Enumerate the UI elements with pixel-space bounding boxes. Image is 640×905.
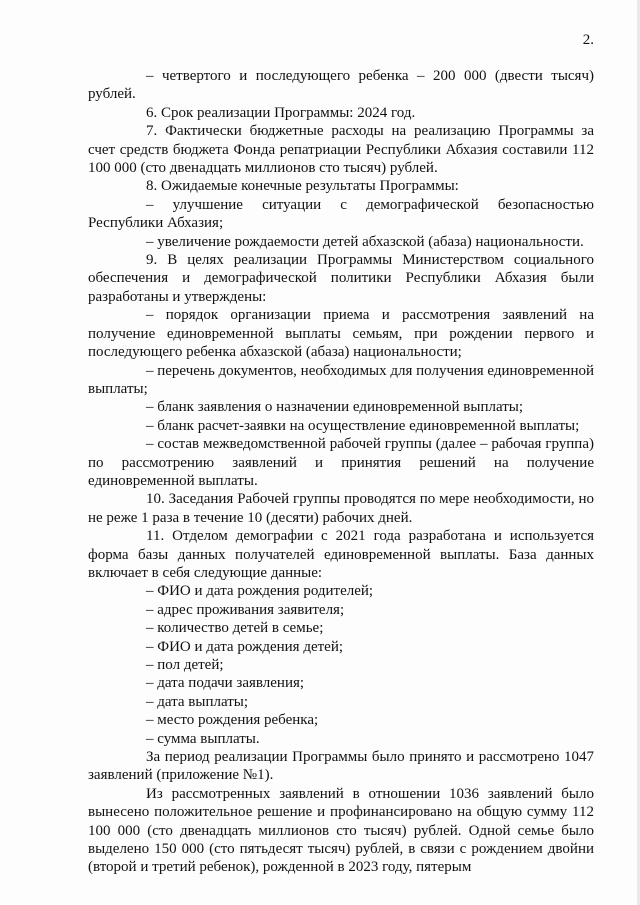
paragraph: – бланк заявления о назначении единовременной выплаты; bbox=[146, 399, 524, 416]
paragraph: 7. Фактически бюджетные расходы на реализацию Программы за счет средств бюджета Фонда репатриации Республики Абхазия составили 112 100 000 (сто двенадцать миллионов сто тысяч) рублей. bbox=[88, 123, 594, 177]
paragraph: 6. Срок реализации Программы: 2024 год. bbox=[146, 104, 416, 121]
paragraph: – порядок организации приема и рассмотрения заявлений на получение единовременной выплаты семьям, при рождении первого и последующего ребенка абхазской (абаза) национальности; bbox=[88, 307, 594, 361]
list-item: – ФИО и дата рождения родителей; bbox=[146, 583, 374, 600]
paragraph: 11. Отделом демографии с 2021 года разработана и используется форма базы данных получателей единовременной выплаты. База данных включает в себя следующие данные: bbox=[88, 528, 594, 581]
paragraph: – перечень документов, необходимых для получения единовременной выплаты; bbox=[88, 362, 594, 397]
paragraph: – увеличение рождаемости детей абхазской (абаза) национальности. bbox=[146, 233, 584, 250]
paragraph: За период реализации Программы было принято и рассмотрено 1047 заявлений (приложение №1). bbox=[88, 749, 594, 784]
paragraph: 10. Заседания Рабочей группы проводятся по мере необходимости, но не реже 1 раза в течение 10 (десяти) рабочих дней. bbox=[88, 491, 594, 526]
document-body bbox=[88, 67, 594, 877]
page-number: 2. bbox=[582, 32, 594, 48]
paragraph: – улучшение ситуации с демографической безопасностью Республики Абхазия; bbox=[88, 196, 594, 232]
list-item: – место рождения ребенка; bbox=[146, 712, 319, 729]
list-item: – сумма выплаты. bbox=[146, 730, 260, 747]
paragraph: 9. В целях реализации Программы Министерством социального обеспечения и демографической политики Республики Абхазия были разработаны и утверждены: bbox=[88, 252, 594, 305]
paragraph: – бланк расчет-заявки на осуществление единовременной выплаты; bbox=[146, 417, 580, 434]
list-item: – ФИО и дата рождения детей; bbox=[146, 638, 344, 655]
list-item: – пол детей; bbox=[146, 657, 224, 673]
paragraph: – состав межведомственной рабочей группы (далее – рабочая группа) по рассмотрению заявлений и принятия решений на получение единовременной выплаты. bbox=[88, 436, 594, 489]
paragraph: Из рассмотренных заявлений в отношении 1036 заявлений было вынесено положительное решение и профинансировано на общую сумму 112 100 000 (сто двенадцать миллионов сто тысяч) рублей. Одной семье было выделено 150 000 (сто пятьдесят тысяч) рублей, в связи с рождением двойни (второй и третий ребенок), рожденной в 2023 году, пятерым bbox=[88, 785, 594, 876]
list-item: – количество детей в семье; bbox=[146, 620, 324, 637]
list-item: – дата подачи заявления; bbox=[146, 675, 305, 692]
paragraph: – четвертого и последующего ребенка – 200 000 (двести тысяч) рублей. bbox=[88, 68, 594, 103]
list-item: – дата выплаты; bbox=[146, 693, 249, 710]
paragraph: 8. Ожидаемые конечные результаты Программы: bbox=[146, 178, 459, 195]
list-item: – адрес проживания заявителя; bbox=[146, 601, 345, 618]
